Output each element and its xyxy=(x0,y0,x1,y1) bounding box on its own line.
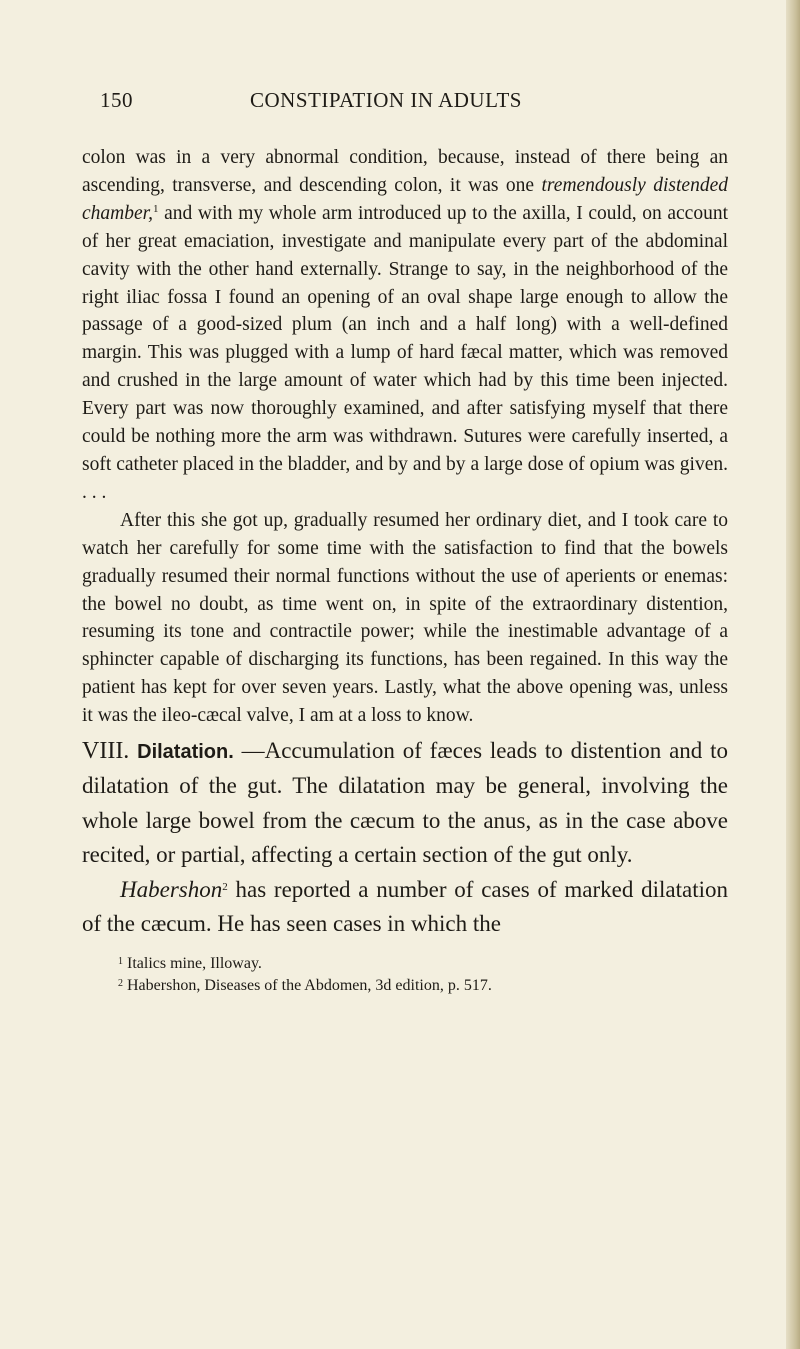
paragraph: After this she got up, gradually resumed her ordinary diet, and I took care to watch her carefully for some time with the satisfaction to find that the bowels gradually resumed their normal functions without the use of aperients or enemas: the bowel no doubt, as time went on, in spite of the extraordinary distention, resuming its tone and contractile power; while the inestimable advantage of a sphincter capable of discharging its functions, has been regained. In this way the patient has kept for over seven years. Lastly, what the above opening was, unless it was the ileo-cæcal valve, I am at a loss to know. xyxy=(82,509,728,727)
page-number: 150 xyxy=(100,88,133,112)
running-header xyxy=(100,88,710,113)
footnote-mark: 1 xyxy=(118,956,123,968)
footnote-text: Habershon, Diseases of the Abdomen, 3d edition, p. 517. xyxy=(127,977,492,995)
paragraph xyxy=(82,144,728,507)
footnotes xyxy=(118,953,728,997)
section-paragraph xyxy=(82,734,728,873)
footnote-text: Italics mine, Illoway. xyxy=(127,955,262,973)
section-heading: Dilatation. xyxy=(137,741,234,764)
footnote-ref: 2 xyxy=(222,880,228,893)
footnote-mark: 2 xyxy=(118,978,123,990)
page-body xyxy=(82,144,728,997)
page-edge xyxy=(786,0,800,1349)
italic-phrase: tremendously distended chamber, xyxy=(82,174,728,224)
author-name: Habershon xyxy=(120,876,223,902)
paragraph xyxy=(82,873,728,942)
footnote-ref: 1 xyxy=(152,202,159,215)
footnote xyxy=(118,953,728,975)
section-text: —Accumulation of fæces leads to distention and to dilatation of the gut. The dilatation may be general, involving the whole large bowel from the cæcum to the anus, as in the case above recited, or partial, affecting a certain section of the gut only. xyxy=(82,738,729,868)
text-run: and with my whole arm introduced up to the axilla, I could, on account of her great emaciation, investigate and manipulate every part of the abdominal cavity with the other hand externally. Strange to say, in the neighborhood of the right iliac fossa I found an opening of an oval shape large enough to allow the passage of a good-sized plum (an inch and a half long) with a well-defined margin. This was plugged with a lump of hard fæcal matter, which was removed and crushed in the large amount of water which had by this time been injected. Every part was now thoroughly examined, and after satisfying myself that there could be nothing more the arm was withdrawn. Sutures were carefully inserted, a soft catheter placed in the bladder, and by and by a large dose of opium was given. . . . xyxy=(82,202,728,503)
running-title: CONSTIPATION IN ADULTS xyxy=(250,88,522,112)
text-run: has reported a number of cases of marked dilatation of the cæcum. He has seen cases in which the xyxy=(82,876,728,937)
text-run: colon was in a very abnormal condition, because, instead of there being an ascending, transverse, and descending colon, it was one xyxy=(82,147,728,196)
section-numeral: VIII. xyxy=(82,738,130,765)
footnote xyxy=(118,975,728,997)
